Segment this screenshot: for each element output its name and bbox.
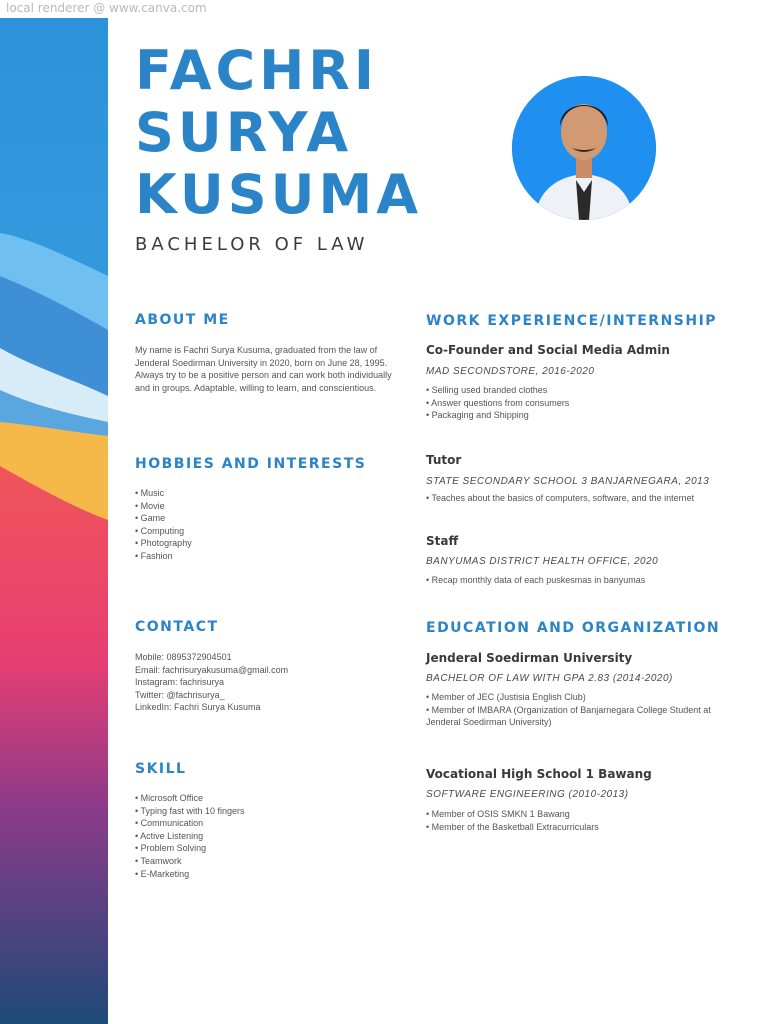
school-degree: BACHELOR OF LAW WITH GPA 2.83 (2014-2020) — [426, 673, 673, 684]
contact-details — [135, 651, 288, 714]
job-title: Staff — [426, 534, 459, 548]
job-title: Co-Founder and Social Media Admin — [426, 343, 670, 357]
gradient-waves-graphic — [0, 18, 108, 1024]
list-item: • E-Marketing — [135, 868, 245, 881]
contact-linkedin: LinkedIn: Fachri Surya Kusuma — [135, 702, 261, 713]
list-item: • Computing — [135, 525, 192, 538]
name-line-2: SURYA — [135, 101, 353, 164]
list-item: • Fashion — [135, 550, 192, 563]
decorative-left-band — [0, 18, 108, 1024]
about-line: Jenderal Soedirman University in 2020, born on June 28, 1995. — [135, 357, 388, 368]
list-item: • Problem Solving — [135, 842, 245, 855]
work-heading: WORK EXPERIENCE/INTERNSHIP — [426, 313, 718, 329]
job-duties-list — [426, 384, 569, 422]
list-item: • Communication — [135, 817, 245, 830]
list-item: • Recap monthly data of each puskesmas in banyumas — [426, 574, 645, 587]
contact-mobile: Mobile: 0895372904501 — [135, 652, 232, 662]
job-organization: STATE SECONDARY SCHOOL 3 BANJARNEGARA, 2013 — [426, 476, 710, 487]
list-item: • Music — [135, 487, 192, 500]
list-item: • Selling used branded clothes — [426, 384, 569, 397]
job-duties-list — [426, 492, 694, 505]
degree-subtitle: BACHELOR OF LAW — [135, 234, 369, 255]
hobbies-heading: HOBBIES AND INTERESTS — [135, 456, 367, 472]
school-activities-list — [426, 808, 599, 833]
list-item: • Game — [135, 512, 192, 525]
list-item: • Active Listening — [135, 830, 245, 843]
name-line-1: FACHRI — [135, 39, 378, 102]
contact-twitter: Twitter: @fachrisurya_ — [135, 689, 225, 700]
list-item: • Member of the Basketball Extracurriculars — [426, 821, 599, 834]
job-organization: BANYUMAS DISTRICT HEALTH OFFICE, 2020 — [426, 556, 659, 567]
job-title: Tutor — [426, 453, 462, 467]
job-organization: MAD SECONDSTORE, 2016-2020 — [426, 366, 595, 377]
hobbies-list — [135, 487, 192, 563]
list-item: • Member of IMBARA (Organization of Banjarnegara College Student at Jenderal Soedirman University) — [426, 704, 726, 729]
skill-list — [135, 792, 245, 880]
about-heading: ABOUT ME — [135, 312, 230, 328]
list-item: • Typing fast with 10 fingers — [135, 805, 245, 818]
watermark-bar — [0, 0, 768, 18]
job-duties-list — [426, 574, 645, 587]
list-item: • Packaging and Shipping — [426, 409, 569, 422]
name-line-3: KUSUMA — [135, 163, 423, 226]
about-line: and in groups. Adaptable, willing to learn, and conscientious. — [135, 382, 377, 393]
about-line: My name is Fachri Surya Kusuma, graduated from the law of — [135, 345, 378, 355]
profile-photo — [512, 76, 656, 220]
list-item: • Teamwork — [135, 855, 245, 868]
list-item: • Microsoft Office — [135, 792, 245, 805]
contact-instagram: Instagram: fachrisurya — [135, 677, 225, 688]
about-paragraph — [135, 344, 415, 394]
watermark-text: local renderer @ www.canva.com — [6, 1, 207, 15]
list-item: • Teaches about the basics of computers, software, and the internet — [426, 492, 694, 505]
school-name: Jenderal Soedirman University — [426, 651, 633, 665]
list-item: • Member of OSIS SMKN 1 Bawang — [426, 808, 599, 821]
list-item: • Member of JEC (Justisia English Club) — [426, 691, 726, 704]
list-item: • Movie — [135, 500, 192, 513]
school-name: Vocational High School 1 Bawang — [426, 767, 652, 781]
contact-heading: CONTACT — [135, 619, 219, 635]
person-avatar-icon — [512, 76, 656, 220]
school-activities-list — [426, 691, 726, 729]
list-item: • Answer questions from consumers — [426, 397, 569, 410]
skill-heading: SKILL — [135, 761, 187, 777]
contact-email: Email: fachrisuryakusuma@gmail.com — [135, 664, 289, 675]
education-heading: EDUCATION AND ORGANIZATION — [426, 620, 721, 636]
list-item: • Photography — [135, 537, 192, 550]
about-line: Always try to be a positive person and can work both individually — [135, 370, 392, 381]
school-degree: SOFTWARE ENGINEERING (2010-2013) — [426, 789, 629, 800]
